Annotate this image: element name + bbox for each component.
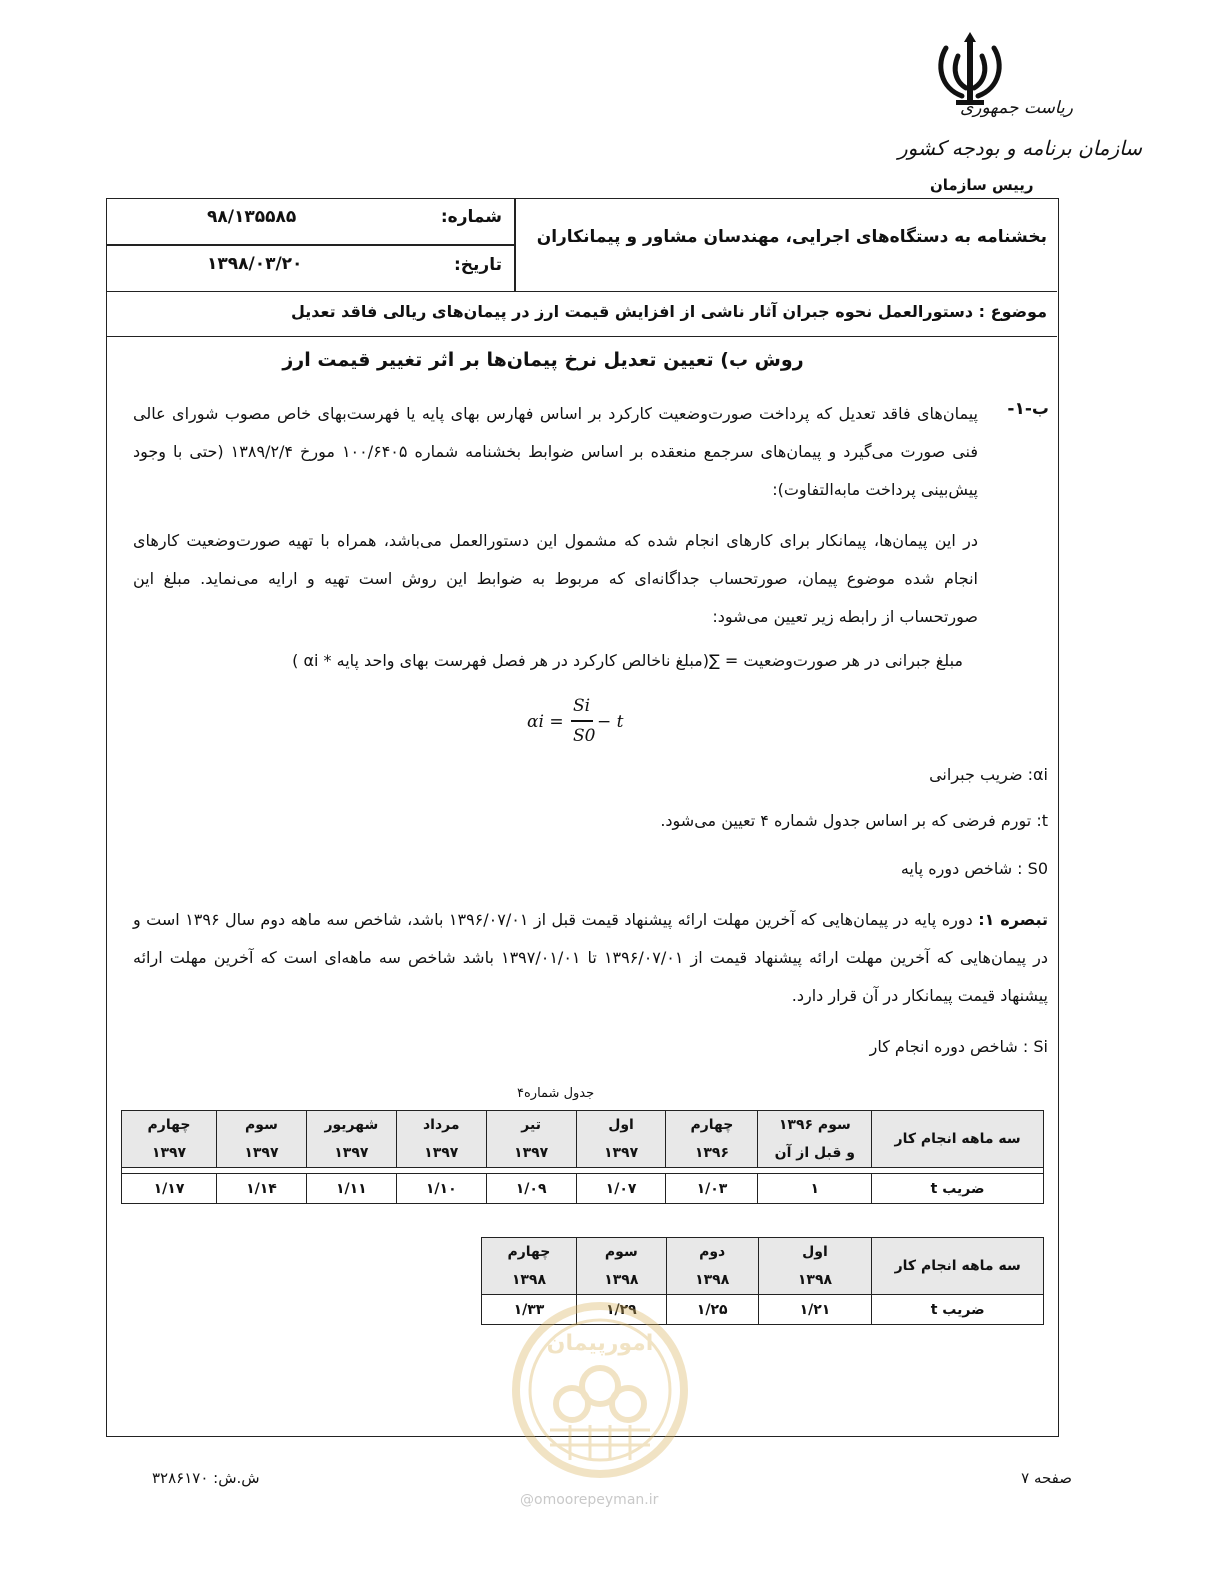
paragraph-1: پیمان‌های فاقد تعدیل که پرداخت صورت‌وضعیت کارکرد بر اساس فهارس بهای پایه یا فهرست‌بهای خاص مصوب شورای عالی فنی صورت می‌گیرد و پیمان‌های سرجمع منعقده بر اساس ضوابط بخشنامه شماره ۱۰۰/۶۴۰۵ مورخ ۱۳۸۹/۲/۴ (حتی با وجود پیش‌بینی پرداخت مابه‌التفاوت): bbox=[133, 404, 979, 499]
fraction-denominator: S0 bbox=[573, 726, 596, 746]
org-line-presidency: ریاست جمهوری bbox=[960, 98, 1073, 118]
org-line-organization: سازمان برنامه و بودجه کشور bbox=[898, 136, 1143, 160]
table-cell: ۱/۲۱ bbox=[758, 1295, 872, 1325]
fraction-lhs: αi = bbox=[527, 712, 564, 732]
table-cell: اول ۱۳۹۷ bbox=[576, 1111, 666, 1168]
table-cell: چهارم ۱۳۹۶ bbox=[666, 1111, 758, 1168]
note-1 bbox=[133, 901, 1048, 1015]
table-cell: سوم ۱۳۹۶ و قبل از آن bbox=[758, 1111, 872, 1168]
table-cell: ۱/۲۹ bbox=[576, 1295, 666, 1325]
watermark-text: امورپیمان bbox=[546, 1331, 654, 1356]
row-header: سه ماهه انجام کار bbox=[872, 1111, 1044, 1168]
table-cell: سوم ۱۳۹۸ bbox=[576, 1238, 666, 1295]
number-label: شماره: bbox=[440, 207, 502, 227]
definition-si: Si : شاخص دوره انجام کار bbox=[869, 1037, 1048, 1056]
table-row bbox=[482, 1238, 1044, 1295]
header-divider bbox=[514, 199, 516, 292]
letter-number: ۹۸/۱۳۵۵۸۵ bbox=[207, 207, 297, 227]
letter-date: ۱۳۹۸/۰۳/۲۰ bbox=[207, 254, 303, 274]
paragraph-2: در این پیمان‌ها، پیمانکار برای کارهای انجام شده که مشمول این دستورالعمل می‌باشد، همراه با تهیه صورت‌وضعیت کارهای انجام شده موضوع پیمان، صورتحساب جداگانه‌ای که مربوط به ضوابط این روش است تهیه و ارایه می‌نماید. مبلغ این صورتحساب از رابطه زیر تعیین می‌شود: bbox=[133, 531, 978, 626]
row-header: ضریب t bbox=[872, 1174, 1044, 1204]
table-cell: اول ۱۳۹۸ bbox=[758, 1238, 872, 1295]
watermark-url: @omoorepeyman.ir bbox=[520, 1492, 659, 1508]
table-cell: چهارم ۱۳۹۸ bbox=[482, 1238, 577, 1295]
inflation-table-top bbox=[121, 1110, 1044, 1204]
date-label: تاریخ: bbox=[454, 255, 502, 275]
note-label: تبصره ۱: bbox=[978, 910, 1049, 929]
definition-s0: S0 : شاخص دوره پایه bbox=[900, 859, 1048, 878]
compensation-formula: مبلغ جبرانی در هر صورت‌وضعیت = ∑(مبلغ ناخالص کارکرد در هر فصل فهرست بهای واحد پایه * αi ) bbox=[292, 651, 963, 670]
table-cell: ۱/۰۷ bbox=[576, 1174, 666, 1204]
table-caption: جدول شماره۴ bbox=[517, 1086, 595, 1101]
table-cell: ۱/۰۹ bbox=[486, 1174, 576, 1204]
definition-alpha: αi: ضریب جبرانی bbox=[929, 765, 1048, 784]
table-cell: مرداد ۱۳۹۷ bbox=[396, 1111, 486, 1168]
table-row bbox=[122, 1111, 1044, 1168]
fraction-bar bbox=[571, 720, 593, 722]
document-frame bbox=[106, 198, 1059, 1437]
header-divider bbox=[107, 244, 514, 246]
subject-row bbox=[107, 292, 1057, 337]
fraction-numerator: Si bbox=[573, 696, 591, 716]
table-cell: سوم ۱۳۹۷ bbox=[217, 1111, 307, 1168]
subject-line: موضوع : دستورالعمل نحوه جبران آثار ناشی از افزایش قیمت ارز در پیمان‌های ریالی فاقد تعدیل bbox=[291, 302, 1047, 321]
table-row bbox=[122, 1174, 1044, 1204]
table-cell: تیر ۱۳۹۷ bbox=[486, 1111, 576, 1168]
recipients: بخشنامه به دستگاه‌های اجرایی، مهندسان مشاور و پیمانکاران bbox=[536, 227, 1047, 247]
alpha-fraction bbox=[527, 696, 647, 756]
fraction-tail: − t bbox=[597, 712, 624, 732]
org-line-head: رییس سازمان bbox=[930, 176, 1034, 194]
table-cell: چهارم ۱۳۹۷ bbox=[122, 1111, 217, 1168]
table-cell: ۱/۰۳ bbox=[666, 1174, 758, 1204]
table-cell: ۱/۱۴ bbox=[217, 1174, 307, 1204]
table-cell: ۱/۳۳ bbox=[482, 1295, 577, 1325]
table-cell: ۱/۲۵ bbox=[666, 1295, 758, 1325]
row-header: ضریب t bbox=[872, 1295, 1044, 1325]
table-cell: ۱/۱۰ bbox=[396, 1174, 486, 1204]
serial-number: ش.ش: ۳۲۸۶۱۷۰ bbox=[152, 1469, 260, 1487]
clause-label: ب-۱- bbox=[1007, 399, 1049, 419]
note-text: دوره پایه در پیمان‌هایی که آخرین مهلت ارائه پیشنهاد قیمت قبل از ۱۳۹۶/۰۷/۰۱ باشد، شاخص سه ماهه دوم سال ۱۳۹۶ است و در پیمان‌هایی که آخرین مهلت ارائه پیشنهاد قیمت از ۱۳۹۶/۰۷/۰۱ تا ۱۳۹۷/۰۱/۰۱ باشد شاخص سه ماهه‌ای است که آخرین مهلت ارائه پیشنهاد قیمت پیمانکار در آن قرار دارد. bbox=[133, 910, 1049, 1005]
table-cell: شهریور ۱۳۹۷ bbox=[306, 1111, 396, 1168]
definition-t: t: تورم فرضی که بر اساس جدول شماره ۴ تعیین می‌شود. bbox=[660, 811, 1048, 830]
page-number: صفحه ۷ bbox=[1021, 1469, 1072, 1487]
table-cell: ۱ bbox=[758, 1174, 872, 1204]
letter-header bbox=[107, 199, 1057, 292]
table-cell: ۱/۱۱ bbox=[306, 1174, 396, 1204]
watermark-logo-icon bbox=[510, 1300, 690, 1480]
row-header: سه ماهه انجام کار bbox=[872, 1238, 1044, 1295]
table-cell: دوم ۱۳۹۸ bbox=[666, 1238, 758, 1295]
section-title: روش ب) تعیین تعدیل نرخ پیمان‌ها بر اثر تغییر قیمت ارز bbox=[282, 349, 804, 371]
table-cell: ۱/۱۷ bbox=[122, 1174, 217, 1204]
